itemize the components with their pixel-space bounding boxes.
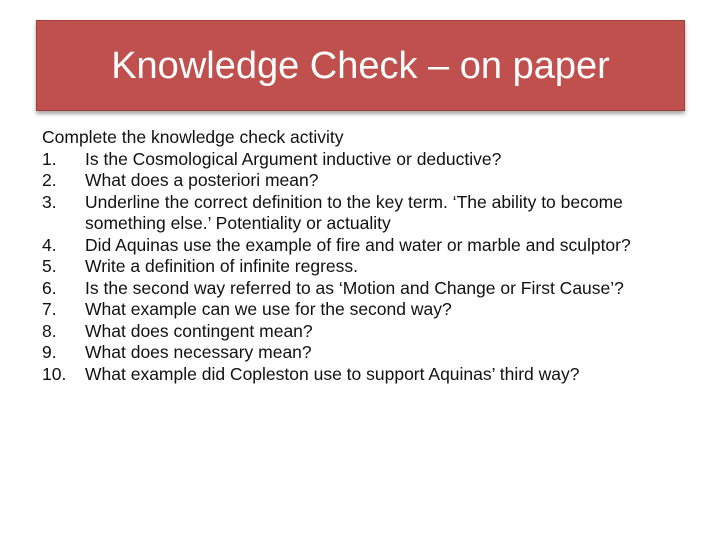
question-list [42,149,692,386]
list-item [42,149,692,171]
item-text: Did Aquinas use the example of fire and water or marble and sculptor? [85,234,631,255]
slide-title: Knowledge Check – on paper [111,44,610,87]
item-text: What example can we use for the second way? [85,299,452,319]
intro-text: Complete the knowledge check activity [42,127,344,147]
item-text: What does necessary mean? [85,342,312,362]
list-item [42,170,692,192]
list-item [42,192,692,235]
item-number: 2. [42,170,57,190]
list-item [42,342,692,364]
list-item [42,256,692,278]
list-item [42,299,692,321]
list-item [42,321,692,343]
item-number: 8. [42,320,57,341]
item-number: 4. [42,234,57,255]
item-text: Write a definition of infinite regress. [85,256,359,276]
item-number: 1. [42,148,57,169]
item-number: 9. [42,342,57,362]
item-number: 6. [42,277,57,298]
title-banner [36,20,685,111]
list-item [42,364,692,386]
item-text: What does contingent mean? [85,320,313,341]
list-item [42,278,692,300]
item-text: Underline the correct definition to the key term. ‘The ability to become something else.’ Potentiality or actuality [85,191,623,233]
item-text: Is the second way referred to as ‘Motion and Change or First Cause’? [85,277,624,298]
item-text: What example did Copleston use to support Aquinas’ third way? [85,363,580,384]
slide-body [42,127,692,385]
list-item [42,235,692,257]
item-text: Is the Cosmological Argument inductive or deductive? [85,148,502,169]
item-number: 10. [42,363,67,384]
item-number: 7. [42,299,57,319]
item-text: What does a posteriori mean? [85,170,319,190]
item-number: 5. [42,256,57,276]
item-number: 3. [42,191,57,212]
